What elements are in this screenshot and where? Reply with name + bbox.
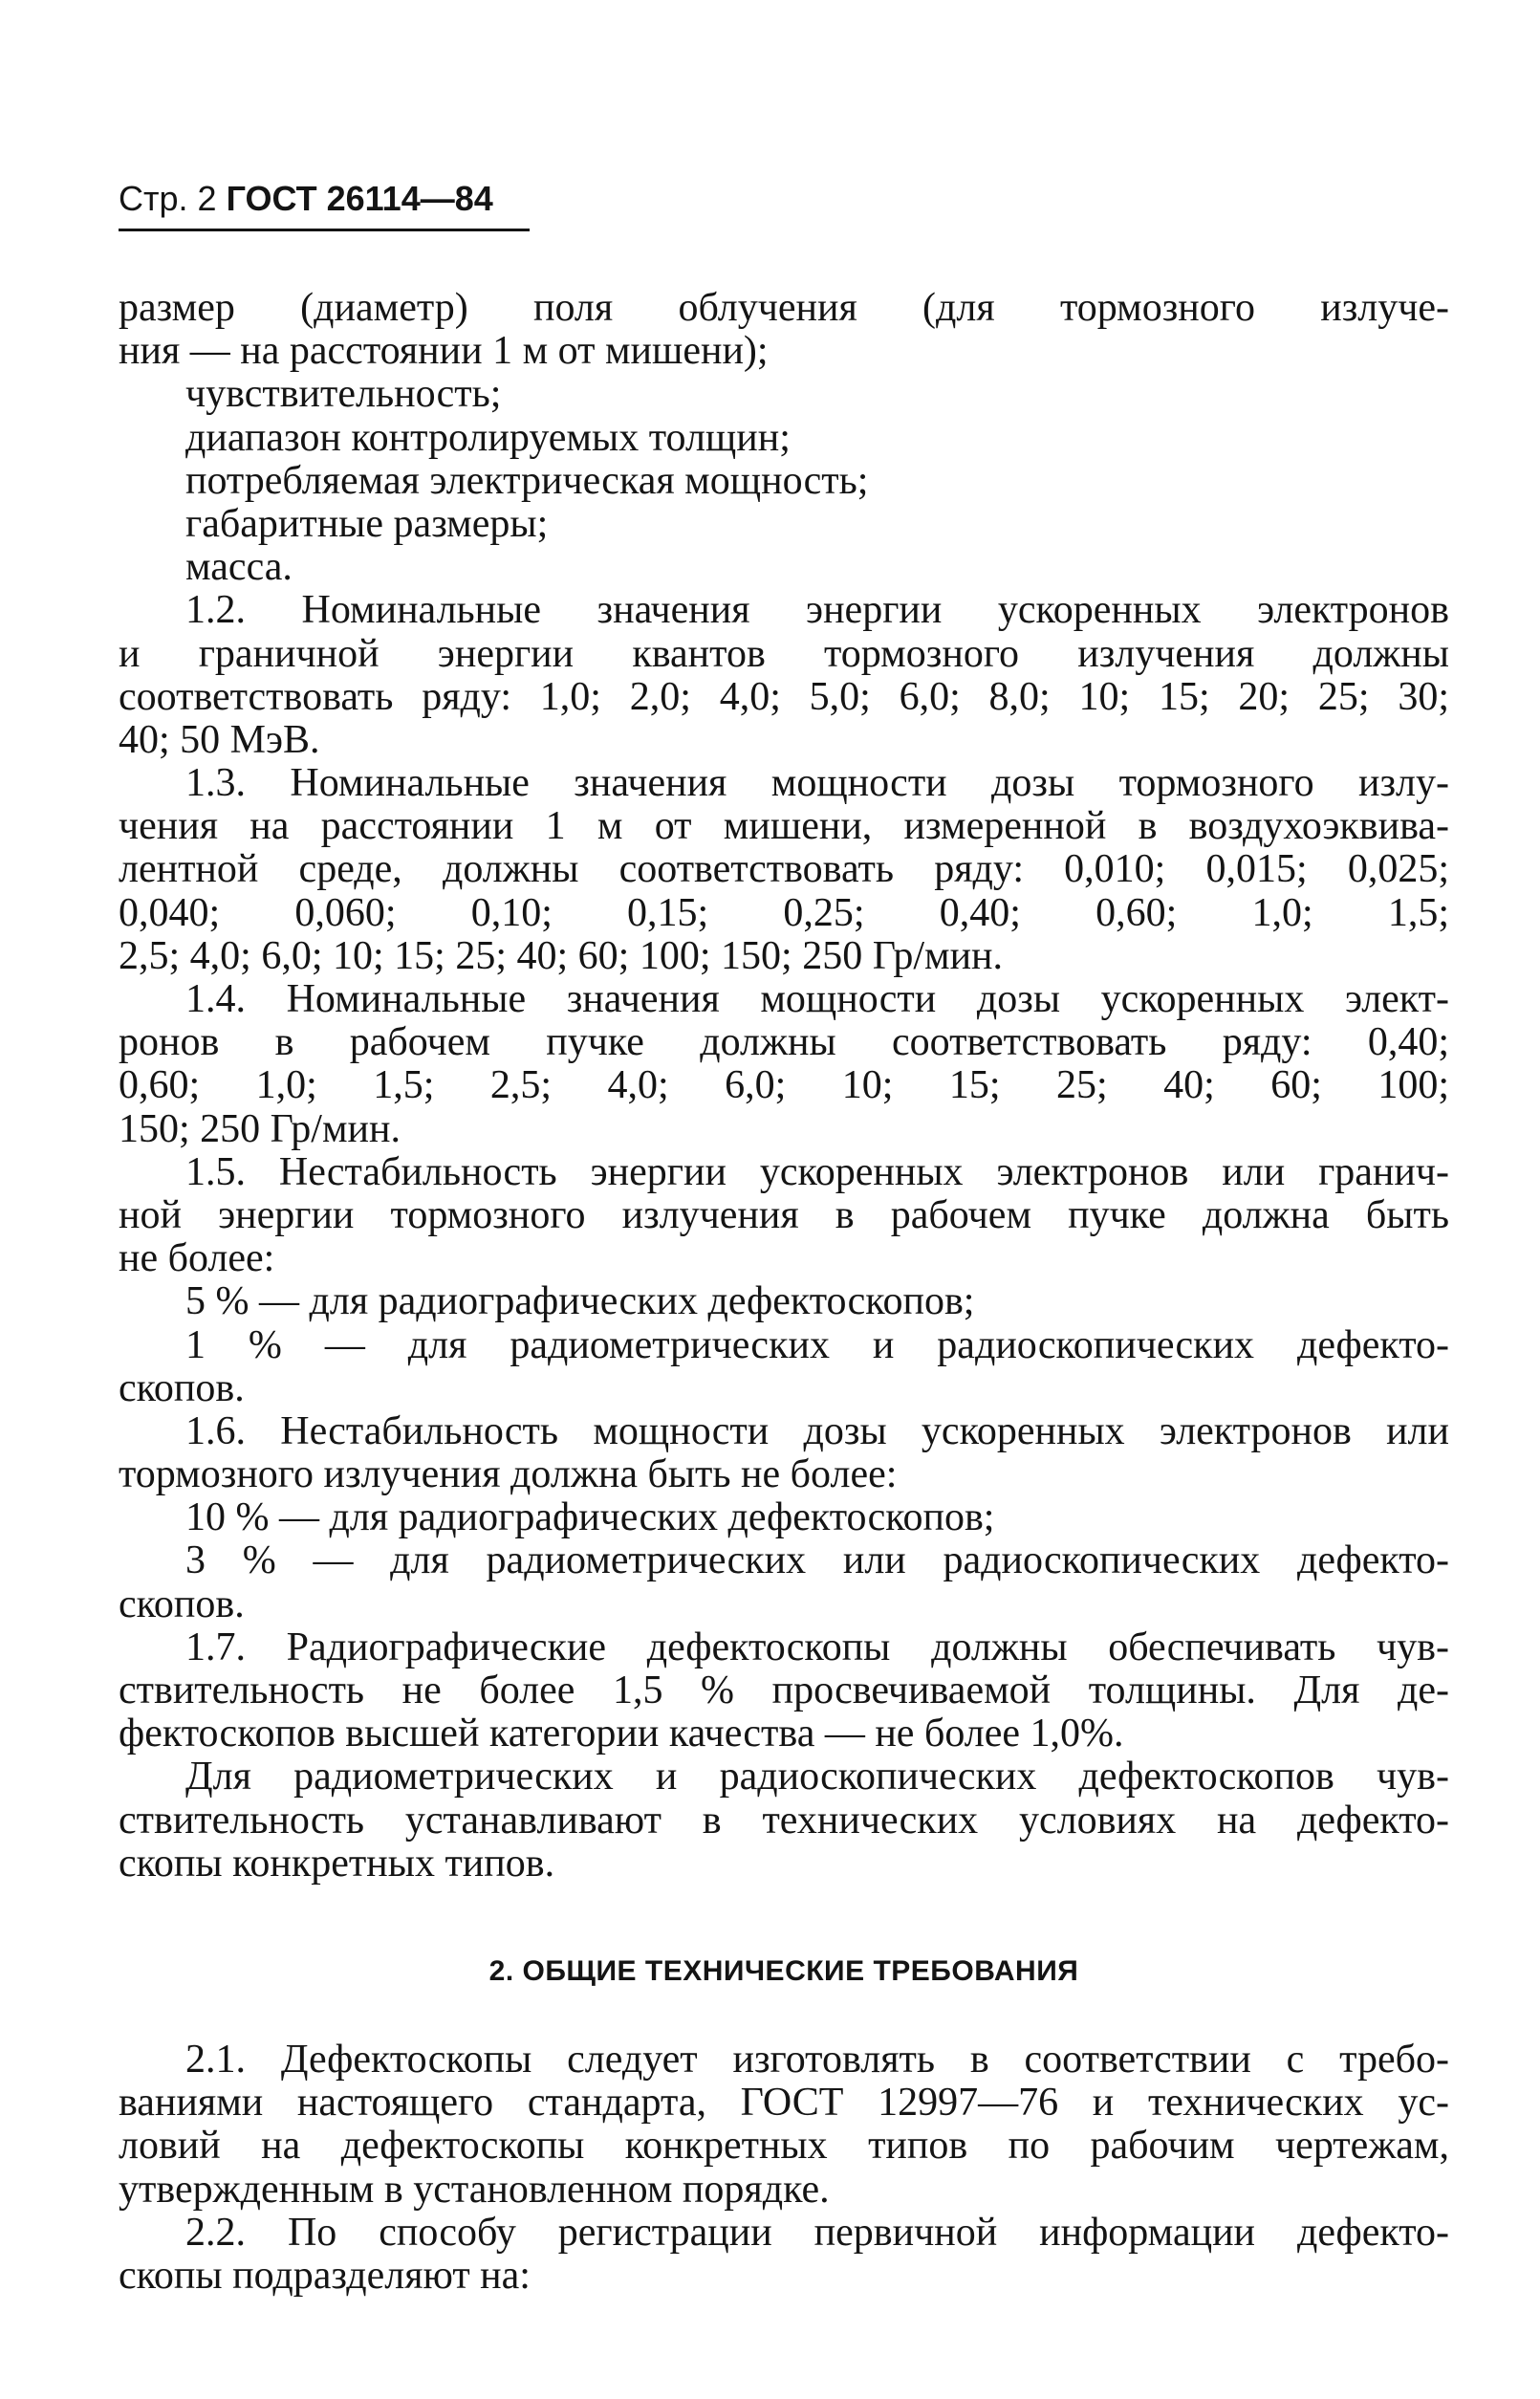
text-line: скопы конкретных типов. xyxy=(119,1841,555,1886)
text-line: размер (диаметр) поля облучения (для тормозного излуче- xyxy=(119,287,1449,330)
text-line: диапазон контролируемых толщин; xyxy=(185,415,791,460)
text-line: ствительность не более 1,5 % просвечиваемой толщины. Для де- xyxy=(119,1669,1449,1712)
body-text xyxy=(119,287,1449,2298)
text-line: масса. xyxy=(185,545,293,590)
text-line: потребляемая электрическая мощность; xyxy=(185,458,869,503)
text-line: 10 % — для радиографических дефектоскопов; xyxy=(185,1495,995,1540)
spacer xyxy=(119,1886,1449,1943)
page-label: Стр. 2 xyxy=(119,179,217,218)
spacer xyxy=(119,2000,1449,2039)
text-line: скопов. xyxy=(119,1365,245,1410)
text-line: 150; 250 Гр/мин. xyxy=(119,1106,401,1151)
text-line: ной энергии тормозного излучения в рабочем пучке должна быть xyxy=(119,1193,1449,1237)
text-line: 1.5. Нестабильность энергии ускоренных электронов или гранич- xyxy=(185,1150,1449,1194)
text-line: фектоскопов высшей категории качества — не более 1,0%. xyxy=(119,1712,1124,1756)
text-line: не более: xyxy=(119,1236,275,1281)
text-line: чувствительность; xyxy=(185,372,502,417)
text-line: 1.3. Номинальные значения мощности дозы тормозного излу- xyxy=(185,762,1449,806)
text-line: 1.2. Номинальные значения энергии ускоренных электронов xyxy=(185,589,1449,633)
text-line: 0,040; 0,060; 0,10; 0,15; 0,25; 0,40; 0,60; 1,0; 1,5; xyxy=(119,891,1449,935)
section-heading: 2. ОБЩИЕ ТЕХНИЧЕСКИЕ ТРЕБОВАНИЯ xyxy=(488,1954,1079,1987)
text-line: чения на расстоянии 1 м от мишени, измеренной в воздухоэквива- xyxy=(119,805,1449,849)
text-line: 1.7. Радиографические дефектоскопы должны обеспечивать чув- xyxy=(185,1625,1449,1669)
text-line: 2.1. Дефектоскопы следует изготовлять в соответствии с требо- xyxy=(185,2038,1449,2082)
page-header xyxy=(119,178,493,220)
text-line: скопы подразделяют на: xyxy=(119,2253,531,2298)
text-line: 1.4. Номинальные значения мощности дозы ускоренных элект- xyxy=(185,978,1449,1021)
text-line: утвержденным в установленном порядке. xyxy=(119,2167,830,2212)
text-line: 5 % — для радиографических дефектоскопов; xyxy=(185,1279,975,1324)
text-line: 2,5; 4,0; 6,0; 10; 15; 25; 40; 60; 100; 150; 250 Гр/мин. xyxy=(119,933,1004,978)
text-line: 3 % — для радиометрических или радиоскопических дефекто- xyxy=(185,1539,1449,1583)
text-line: 40; 50 МэВ. xyxy=(119,717,320,762)
text-line: ваниями настоящего стандарта, ГОСТ 12997—76 и технических ус- xyxy=(119,2082,1449,2126)
text-line: ронов в рабочем пучке должны соответствовать ряду: 0,40; xyxy=(119,1021,1449,1065)
text-line: лентной среде, должны соответствовать ряду: 0,010; 0,015; 0,025; xyxy=(119,848,1449,892)
text-line: 1.6. Нестабильность мощности дозы ускоренных электронов или xyxy=(185,1409,1449,1453)
standard-code: ГОСТ 26114—84 xyxy=(226,179,493,218)
text-line: 2.2. По способу регистрации первичной информации дефекто- xyxy=(185,2211,1449,2255)
text-line: Для радиометрических и радиоскопических дефектоскопов чув- xyxy=(185,1756,1449,1799)
text-line: габаритные размеры; xyxy=(185,501,549,546)
header-rule xyxy=(119,229,530,231)
text-line: и граничной энергии квантов тормозного излучения должны xyxy=(119,632,1449,676)
text-line: ния — на расстоянии 1 м от мишени); xyxy=(119,329,769,374)
text-line: ствительность устанавливают в технических условиях на дефекто- xyxy=(119,1799,1449,1843)
text-line: соответствовать ряду: 1,0; 2,0; 4,0; 5,0; 6,0; 8,0; 10; 15; 20; 25; 30; xyxy=(119,675,1449,719)
text-line: скопов. xyxy=(119,1581,245,1626)
text-line: 0,60; 1,0; 1,5; 2,5; 4,0; 6,0; 10; 15; 25; 40; 60; 100; xyxy=(119,1064,1449,1108)
text-line: ловий на дефектоскопы конкретных типов по рабочим чертежам, xyxy=(119,2125,1449,2169)
text-line: 1 % — для радиометрических и радиоскопических дефекто- xyxy=(185,1323,1449,1367)
text-line: тормозного излучения должна быть не более: xyxy=(119,1452,898,1497)
